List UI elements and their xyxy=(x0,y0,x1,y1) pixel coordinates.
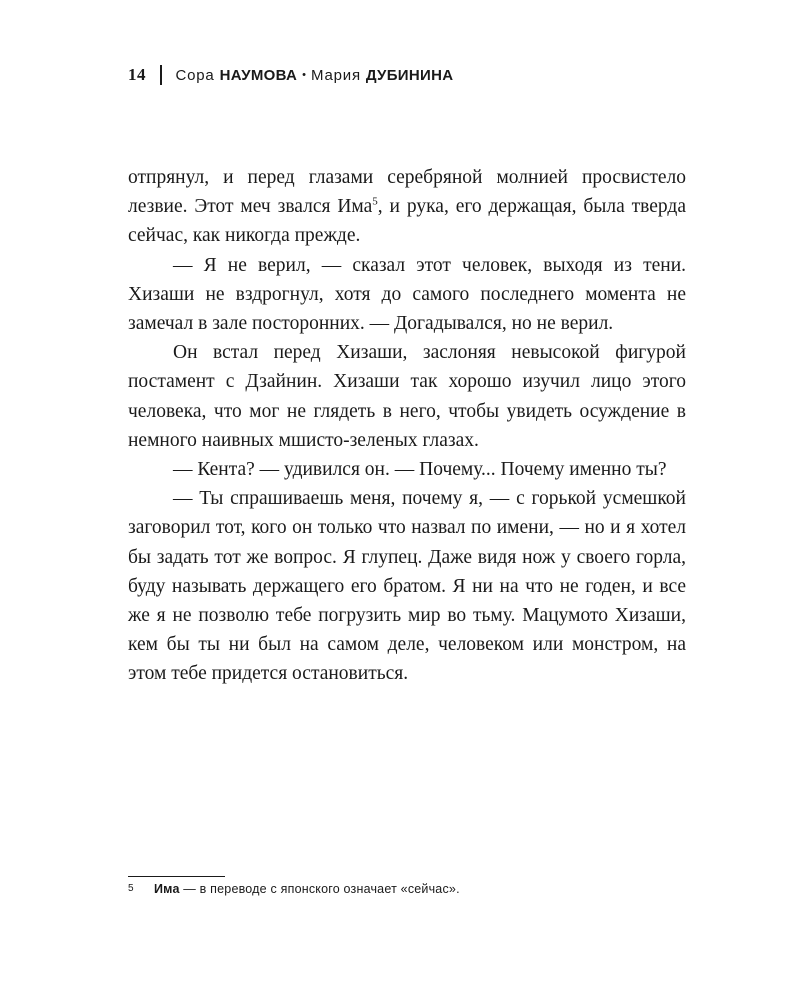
paragraph-2: — Я не верил, — сказал этот человек, выходя из тени. Хизаши не вздрогнул, хотя до самого последнего момента не замечал в зале посторонних. — Догадывался, но не верил. xyxy=(128,254,686,335)
footnote xyxy=(128,882,460,896)
footnote-text: — в переводе с японского означает «сейчас». xyxy=(179,882,460,896)
running-header xyxy=(128,62,453,88)
footnote-number: 5 xyxy=(128,883,134,894)
footnote-term: Има xyxy=(154,882,180,896)
footnote-ref: 5 xyxy=(372,195,378,208)
paragraph-5: — Ты спрашиваешь меня, почему я, — с горькой усмешкой заговорил тот, кого он только что назвал по имени, — но и я хотел бы задать тот же вопрос. Я глупец. Даже видя нож у своего горла, буду называть держащего его братом. Я ни на что не годен, и все же я не позволю тебе погрузить мир во тьму. Мацумото Хизаши, кем бы ты ни был на самом деле, человеком или монстром, на этом тебе придется остановиться. xyxy=(128,488,686,685)
author1-last-name: НАУМОВА xyxy=(219,66,298,84)
paragraph-1-text-a: отпрянул, и перед глазами серебряной молнией просвистело лезвие. Этот меч звался Има xyxy=(128,167,686,218)
header-divider xyxy=(160,65,162,85)
paragraph-1-text-b: , и рука, его держащая, была тверда сейчас, как никогда прежде. xyxy=(128,196,686,247)
body-text xyxy=(128,163,686,689)
author2-first-name: Мария xyxy=(311,66,361,84)
author2-last-name: ДУБИНИНА xyxy=(365,66,454,84)
author1-first-name: Сора xyxy=(175,66,215,84)
author-separator: • xyxy=(302,69,307,81)
paragraph-3: Он встал перед Хизаши, заслоняя невысокой фигурой постамент с Дзайнин. Хизаши так хорошо изучил лицо этого человека, что мог не глядеть в него, чтобы увидеть осуждение в немного наивных мшисто-зеленых глазах. xyxy=(128,342,686,451)
paragraph-4: — Кента? — удивился он. — Почему... Почему именно ты? xyxy=(173,459,667,481)
page-number: 14 xyxy=(128,65,146,84)
paragraph-1 xyxy=(128,163,686,251)
footnote-rule xyxy=(128,876,225,877)
